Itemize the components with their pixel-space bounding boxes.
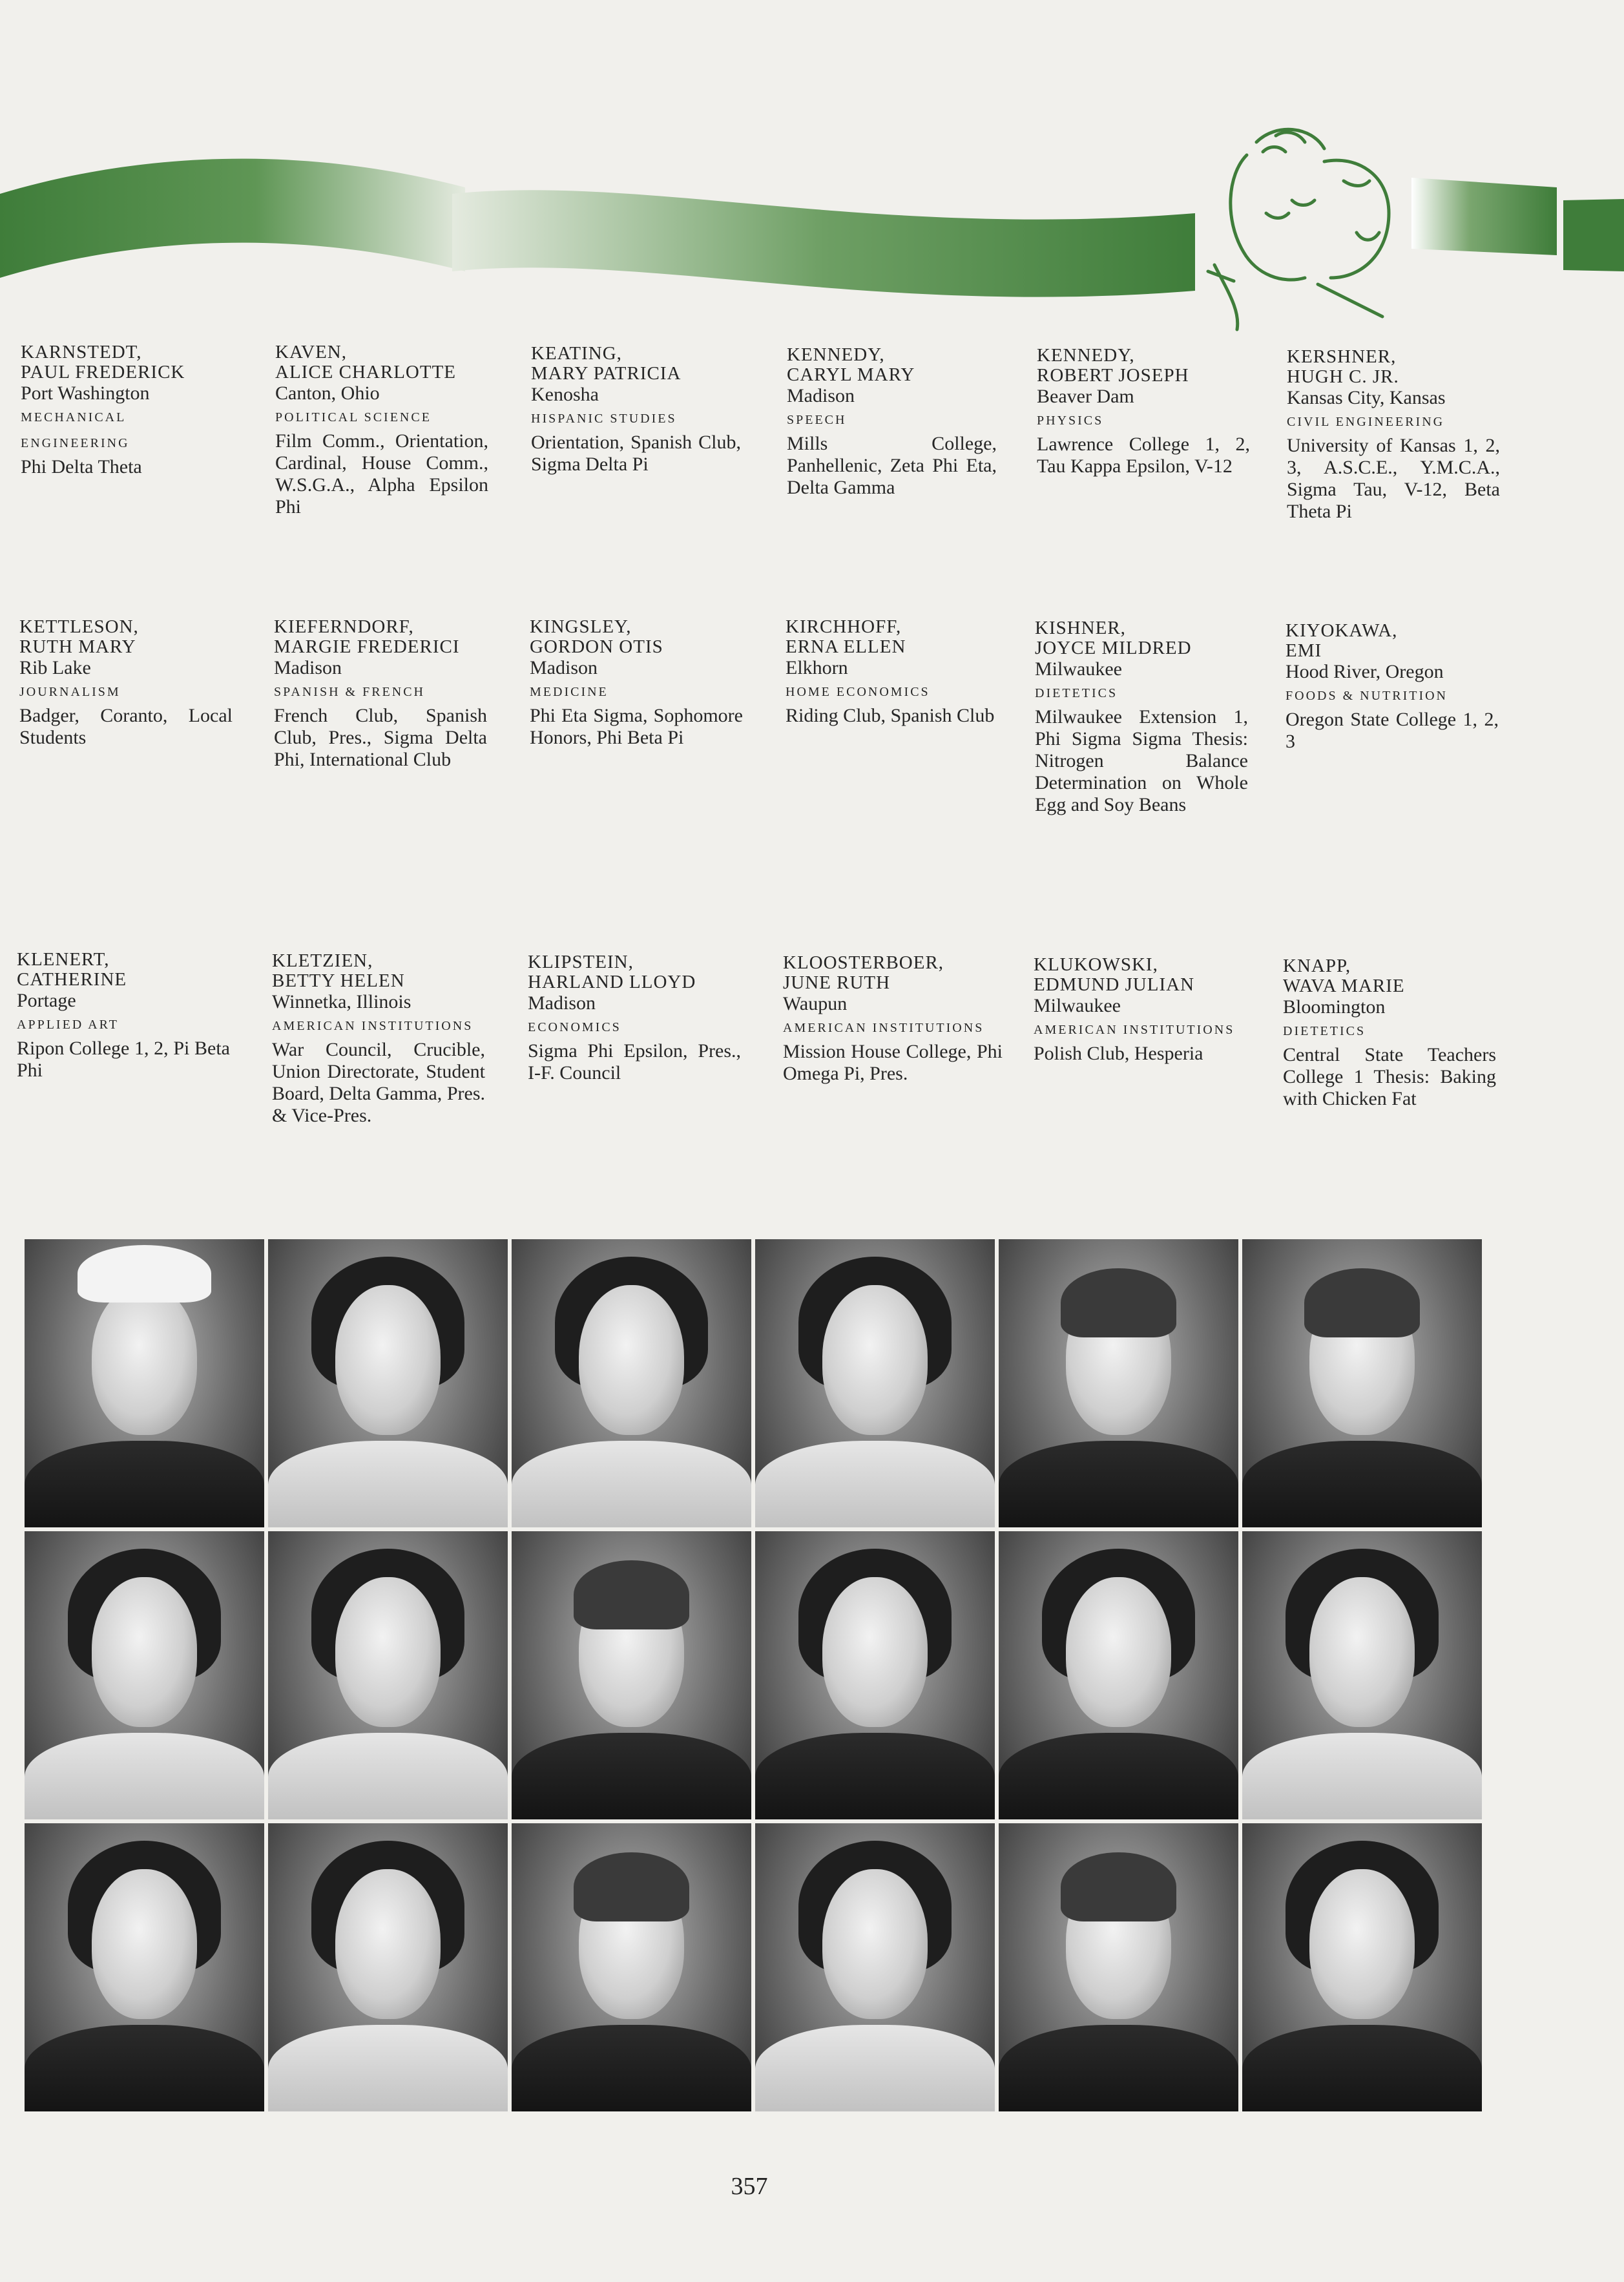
portrait-photo [999, 1823, 1238, 2111]
student-activities: French Club, Spanish Club, Pres., Sigma Delta Phi, International Club [274, 705, 487, 770]
student-surname: KENNEDY, [1037, 345, 1135, 366]
portrait-photo [512, 1823, 751, 2111]
student-entry [530, 617, 743, 749]
student-major: CIVIL ENGINEERING [1287, 415, 1445, 429]
student-given-names: GORDON OTIS [530, 636, 663, 657]
student-activities: Orientation, Spanish Club, Sigma Delta Pi [531, 432, 741, 475]
student-activities: Mission House College, Phi Omega Pi, Pres. [783, 1041, 1003, 1084]
student-activities: Ripon College 1, 2, Pi Beta Phi [17, 1038, 230, 1081]
student-entry [1037, 346, 1250, 477]
student-surname: KLIPSTEIN, [528, 952, 634, 972]
student-activities: Phi Delta Theta [21, 456, 142, 477]
student-major: AMERICAN INSTITUTIONS [783, 1021, 984, 1035]
student-major: JOURNALISM [19, 685, 121, 699]
student-surname: KINGSLEY, [530, 616, 632, 637]
portrait-photo [999, 1239, 1238, 1527]
student-activities: Phi Eta Sigma, Sophomore Honors, Phi Beta Pi [530, 705, 743, 748]
student-major: DIETETICS [1035, 686, 1118, 700]
student-activities: Mills College, Panhellenic, Zeta Phi Eta, Delta Gamma [787, 433, 997, 498]
portrait-photo [1242, 1531, 1482, 1819]
student-given-names: ROBERT JOSEPH [1037, 365, 1189, 386]
student-activities: Film Comm., Orientation, Cardinal, House Comm., W.S.G.A., Alpha Epsilon Phi [275, 430, 488, 518]
portrait-photo [755, 1531, 995, 1819]
portrait-photo [25, 1823, 264, 2111]
student-major: PHYSICS [1037, 413, 1104, 428]
student-activities: Oregon State College 1, 2, 3 [1286, 709, 1499, 752]
student-surname: KAVEN, [275, 342, 347, 362]
student-hometown: Winnetka, Illinois [272, 991, 411, 1012]
student-entry [19, 617, 233, 749]
student-entry [272, 951, 485, 1127]
student-major: HISPANIC STUDIES [531, 412, 677, 426]
portrait-photo [268, 1531, 508, 1819]
student-activities: Lawrence College 1, 2, Tau Kappa Epsilon, V-12 [1037, 434, 1250, 477]
student-entry [275, 342, 488, 518]
student-hometown: Waupun [783, 993, 848, 1014]
student-major: DIETETICS [1283, 1024, 1366, 1038]
portrait-photo [755, 1239, 995, 1527]
student-entry [528, 952, 741, 1084]
student-entry [786, 617, 999, 727]
student-given-names: JOYCE MILDRED [1035, 638, 1192, 658]
student-major: ECONOMICS [528, 1020, 621, 1034]
student-entry [531, 344, 741, 476]
student-surname: KLOOSTERBOER, [783, 952, 944, 973]
student-hometown: Kenosha [531, 384, 599, 405]
portrait-photo [25, 1239, 264, 1527]
student-surname: KIRCHHOFF, [786, 616, 902, 637]
student-given-names: CATHERINE [17, 969, 127, 990]
student-surname: KIEFERNDORF, [274, 616, 414, 637]
student-entry [787, 345, 997, 499]
portrait-photo [1242, 1239, 1482, 1527]
student-major: MECHANICAL ENGINEERING [21, 410, 130, 450]
student-given-names: HUGH C. JR. [1287, 366, 1399, 387]
student-hometown: Beaver Dam [1037, 386, 1134, 407]
student-given-names: EMI [1286, 640, 1322, 661]
student-activities: Milwaukee Extension 1, Phi Sigma Sigma Thesis: Nitrogen Balance Determination on Whole Egg and Soy Beans [1035, 706, 1248, 815]
student-hometown: Portage [17, 990, 76, 1011]
portrait-photo [25, 1531, 264, 1819]
student-given-names: MARGIE FREDERICI [274, 636, 460, 657]
student-major: SPEECH [787, 413, 847, 427]
student-surname: KLENERT, [17, 949, 110, 970]
student-hometown: Madison [787, 385, 855, 406]
student-activities: Polish Club, Hesperia [1034, 1043, 1203, 1064]
student-major: HOME ECONOMICS [786, 685, 930, 699]
portrait-photo [512, 1531, 751, 1819]
student-hometown: Milwaukee [1034, 995, 1121, 1016]
student-given-names: HARLAND LLOYD [528, 972, 696, 992]
portrait-photo [268, 1239, 508, 1527]
student-hometown: Madison [274, 657, 342, 678]
student-major: AMERICAN INSTITUTIONS [1034, 1023, 1235, 1037]
student-surname: KLUKOWSKI, [1034, 954, 1158, 975]
student-entry [783, 953, 1003, 1085]
student-activities: Sigma Phi Epsilon, Pres., I-F. Council [528, 1040, 741, 1083]
student-given-names: CARYL MARY [787, 364, 915, 385]
student-entry [1286, 621, 1499, 753]
student-surname: KETTLESON, [19, 616, 139, 637]
student-given-names: WAVA MARIE [1283, 976, 1405, 996]
student-surname: KEATING, [531, 343, 622, 364]
portrait-photo [512, 1239, 751, 1527]
portrait-grid [25, 1239, 1482, 2111]
student-given-names: ALICE CHARLOTTE [275, 362, 456, 382]
student-major: MEDICINE [530, 685, 609, 699]
student-hometown: Madison [530, 657, 598, 678]
student-major: AMERICAN INSTITUTIONS [272, 1019, 474, 1033]
student-entry [21, 342, 240, 478]
student-major: APPLIED ART [17, 1018, 119, 1032]
student-hometown: Port Washington [21, 382, 150, 404]
portrait-photo [755, 1823, 995, 2111]
student-activities: Badger, Coranto, Local Students [19, 705, 233, 748]
student-given-names: MARY PATRICIA [531, 363, 682, 384]
student-surname: KNAPP, [1283, 956, 1351, 976]
portrait-photo [268, 1823, 508, 2111]
student-entry [1283, 956, 1496, 1110]
student-surname: KENNEDY, [787, 344, 885, 365]
student-hometown: Madison [528, 992, 596, 1014]
student-hometown: Bloomington [1283, 996, 1386, 1018]
student-major: FOODS & NUTRITION [1286, 689, 1448, 703]
student-surname: KIYOKAWA, [1286, 620, 1398, 641]
student-hometown: Rib Lake [19, 657, 91, 678]
student-major: SPANISH & FRENCH [274, 685, 425, 699]
student-hometown: Elkhorn [786, 657, 848, 678]
student-hometown: Kansas City, Kansas [1287, 387, 1446, 408]
student-major: POLITICAL SCIENCE [275, 410, 432, 424]
student-surname: KLETZIEN, [272, 950, 373, 971]
student-entry [274, 617, 487, 771]
student-surname: KARNSTEDT, [21, 342, 142, 362]
student-activities: University of Kansas 1, 2, 3, A.S.C.E., Y.M.C.A., Sigma Tau, V-12, Beta Theta Pi [1287, 435, 1500, 522]
portrait-photo [999, 1531, 1238, 1819]
student-hometown: Hood River, Oregon [1286, 661, 1444, 682]
student-entry [17, 950, 230, 1082]
portrait-photo [1242, 1823, 1482, 2111]
page-number: 357 [731, 2173, 768, 2200]
student-activities: Riding Club, Spanish Club [786, 705, 995, 726]
student-given-names: RUTH MARY [19, 636, 136, 657]
student-given-names: ERNA ELLEN [786, 636, 906, 657]
student-entry [1035, 618, 1248, 816]
student-given-names: BETTY HELEN [272, 970, 405, 991]
student-given-names: JUNE RUTH [783, 972, 891, 993]
student-surname: KISHNER, [1035, 618, 1126, 638]
student-entry [1287, 347, 1500, 523]
student-hometown: Canton, Ohio [275, 382, 380, 404]
student-entry [1034, 955, 1253, 1065]
student-surname: KERSHNER, [1287, 346, 1397, 367]
student-given-names: EDMUND JULIAN [1034, 974, 1195, 995]
student-activities: Central State Teachers College 1 Thesis: Baking with Chicken Fat [1283, 1044, 1496, 1109]
student-hometown: Milwaukee [1035, 658, 1122, 680]
student-given-names: PAUL FREDERICK [21, 362, 185, 382]
student-activities: War Council, Crucible, Union Directorate, Student Board, Delta Gamma, Pres. & Vice-Pres. [272, 1039, 485, 1126]
